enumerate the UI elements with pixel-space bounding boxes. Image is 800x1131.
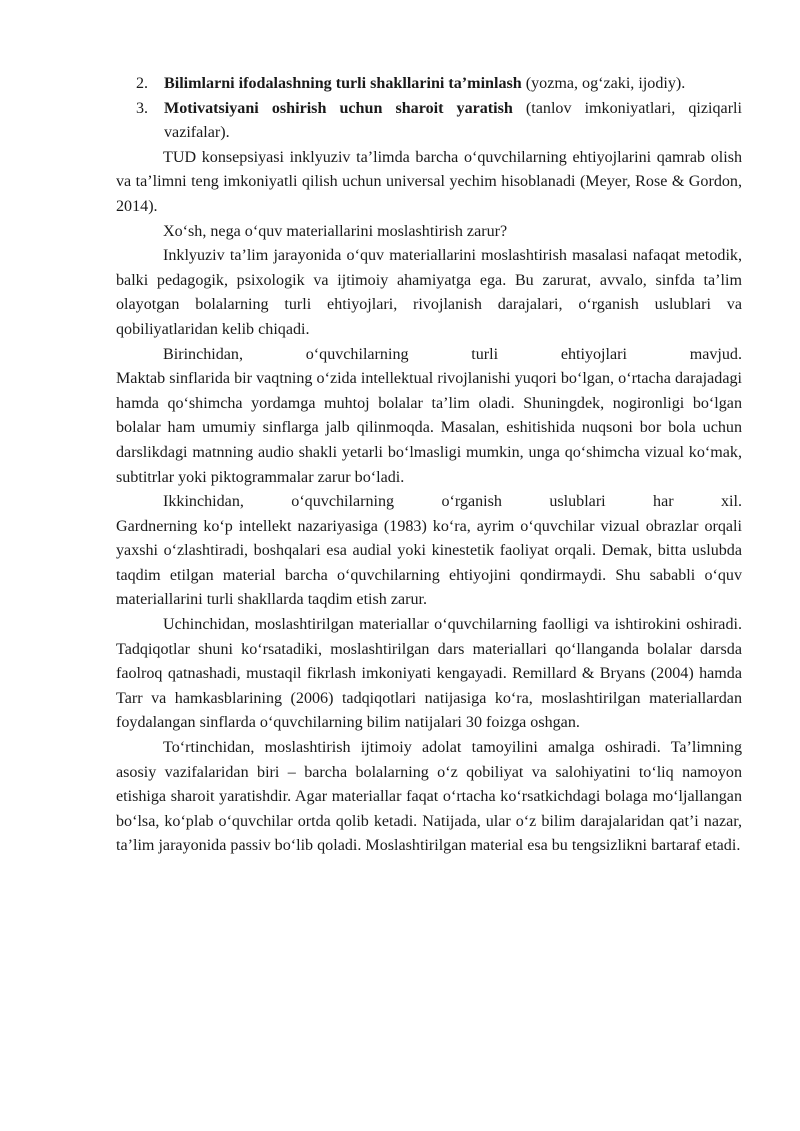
paragraph: Inklyuziv ta’lim jarayonida o‘quv materiallarini moslashtirish masalasi nafaqat metodik, balki pedagogik, psixologik va ijtimoiy ahamiyatga ega. Bu zarurat, avvalo, sinfda ta’lim olayotgan bolalarning turli ehtiyojlari, rivojlanish darajalari, o‘rganish uslublari va qobiliyatlaridan kelib chiqadi.	[116, 247, 742, 338]
paragraph: Maktab sinflarida bir vaqtning o‘zida intellektual rivojlanishi yuqori bo‘lgan, o‘rtacha darajadagi hamda qo‘shimcha yordamga muhtoj bolalar ta’lim oladi. Shuningdek, nogironligi bo‘lgan bolalar ham umumiy sinflarga jalb qilinmoqda. Masalan, eshitishida nuqsoni bor bola uchun darslikdagi matnning audio shakli yetarli bo‘lmasligi mumkin, unga qo‘shimcha vizual ko‘mak, subtitrlar yoki piktogrammalar zarur bo‘ladi.	[116, 370, 742, 486]
paragraph: To‘rtinchidan, moslashtirish ijtimoiy adolat tamoyilini amalga oshiradi. Ta’limning asosiy vazifalaridan biri – barcha bolalarning o‘z qobiliyat va salohiyatini to‘liq namoyon etishiga sharoit yaratishdir. Agar materiallar faqat o‘rtacha ko‘rsatkichdagi bolaga mo‘ljallangan bo‘lsa, ko‘plab o‘quvchilar ortda qolib ketadi. Natijada, ular o‘z bilim darajalaridan qat’i nazar, ta’lim jarayonida passiv bo‘lib qoladi. Moslashtirilgan material esa bu tengsizlikni bartaraf etadi.	[116, 739, 742, 855]
list-item-bold: Bilimlarni ifodalashning turli shakllarini ta’minlash	[164, 75, 522, 92]
list-number: 3.	[136, 99, 149, 117]
list-item	[116, 97, 742, 146]
paragraph: Tadqiqotlar shuni ko‘rsatadiki, moslashtirilgan dars materiallari qo‘llanganda bolalar darsda faolroq qatnashadi, mustaqil fikrlash imkoniyati kengayadi. Remillard & Bryans (2004) hamda Tarr va hamkasblarining (2006) tadqiqotlari natijasiga ko‘ra, moslashtirilgan materiallardan foydalangan sinflarda o‘quvchilarning bilim natijalari 30 foizga oshgan.	[116, 640, 742, 732]
list-item-text: (tanlov imkoniyatlari, qiziqarli vazifalar).	[164, 99, 742, 142]
list-item	[116, 72, 742, 97]
paragraph: Xo‘sh, nega o‘quv materiallarini moslashtirish zarur?	[163, 222, 508, 240]
paragraph-heading: Ikkinchidan, o‘quvchilarning o‘rganish uslublari har xil.	[163, 493, 742, 511]
paragraph: TUD konsepsiyasi inklyuziv ta’limda barcha o‘quvchilarning ehtiyojlarini qamrab olish va ta’limni teng imkoniyatli qilish uchun universal yechim hisoblanadi (Meyer, Rose & Gordon, 2014).	[116, 148, 742, 215]
paragraph-heading: Uchinchidan, moslashtirilgan materiallar o‘quvchilarning faolligi va ishtirokini oshiradi.	[163, 616, 742, 634]
list-item-text: (yozma, og‘zaki, ijodiy).	[521, 75, 686, 92]
list-item-bold: Motivatsiyani oshirish uchun sharoit yaratish	[164, 99, 513, 117]
document-page	[116, 72, 742, 859]
paragraph-heading: Birinchidan, o‘quvchilarning turli ehtiyojlari mavjud.	[163, 345, 742, 363]
list-number: 2.	[136, 75, 149, 92]
paragraph: Gardnerning ko‘p intellekt nazariyasiga (1983) ko‘ra, ayrim o‘quvchilar vizual obrazlar orqali yaxshi o‘zlashtiradi, boshqalari esa audial yoki kinestetik faoliyat orqali. Demak, bitta uslubda taqdim etilgan material barcha o‘quvchilarning ehtiyojini qondirmaydi. Shu sababli o‘quv materiallarini turli shakllarda taqdim etish zarur.	[116, 517, 742, 609]
